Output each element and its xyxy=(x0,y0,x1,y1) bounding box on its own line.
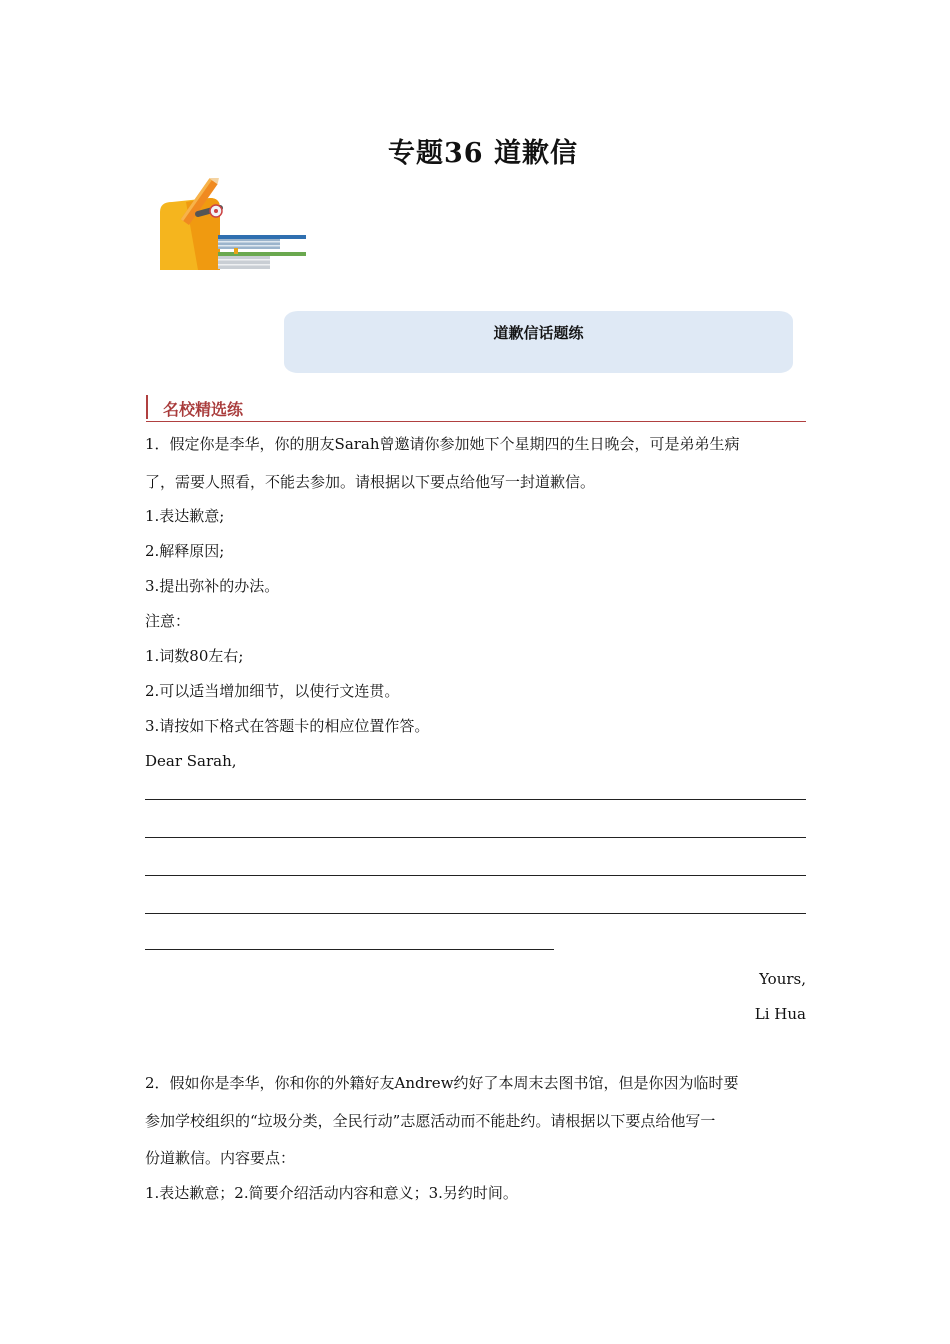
answer-line[interactable] xyxy=(145,799,806,800)
book-green xyxy=(218,252,306,256)
section-header xyxy=(146,393,806,422)
q1-notes-label: 注意： xyxy=(145,612,191,630)
books-pencil-illustration xyxy=(158,178,308,274)
section-accent-bar xyxy=(146,395,148,419)
q1-note-3: 3.请按如下格式在答题卡的相应位置作答。 xyxy=(145,717,430,735)
q1-note-2: 2.可以适当增加细节，以使行文连贯。 xyxy=(145,682,400,700)
answer-line[interactable] xyxy=(145,875,806,876)
q1-point-3: 3.提出弥补的办法。 xyxy=(145,577,280,595)
q2-points: 1.表达歉意；2.简要介绍活动内容和意义；3.另约时间。 xyxy=(145,1184,518,1202)
q1-point-2: 2.解释原因; xyxy=(145,542,225,560)
page-title: 专题36 道歉信 xyxy=(388,138,578,169)
q1-point-1: 1.表达歉意; xyxy=(145,507,225,525)
q1-note-1: 1.词数80左右; xyxy=(145,647,244,665)
q1-salutation: Dear Sarah, xyxy=(145,752,237,770)
answer-line[interactable] xyxy=(145,949,554,950)
q2-prompt-line-3: 份道歉信。内容要点： xyxy=(145,1149,296,1167)
q1-signature: Li Hua xyxy=(754,1005,806,1023)
answer-line[interactable] xyxy=(145,913,806,914)
banner-text: 道歉信话题练 xyxy=(493,324,584,342)
q1-closing: Yours, xyxy=(759,970,806,988)
q2-prompt-line-1: 2．假如你是李华，你和你的外籍好友Andrew约好了本周末去图书馆，但是你因为临时要 xyxy=(145,1074,739,1092)
q1-prompt-line-1: 1．假定你是李华，你的朋友Sarah曾邀请你参加她下个星期四的生日晚会，可是弟弟生病 xyxy=(145,435,740,453)
q1-prompt-line-2: 了，需要人照看，不能去参加。请根据以下要点给他写一封道歉信。 xyxy=(145,473,596,491)
answer-line[interactable] xyxy=(145,837,806,838)
q2-prompt-line-2: 参加学校组织的“垃圾分类，全民行动”志愿活动而不能赴约。请根据以下要点给他写一 xyxy=(145,1112,716,1130)
section-title: 名校精选练 xyxy=(163,400,244,419)
book-top xyxy=(218,235,306,239)
topic-banner xyxy=(284,311,793,373)
